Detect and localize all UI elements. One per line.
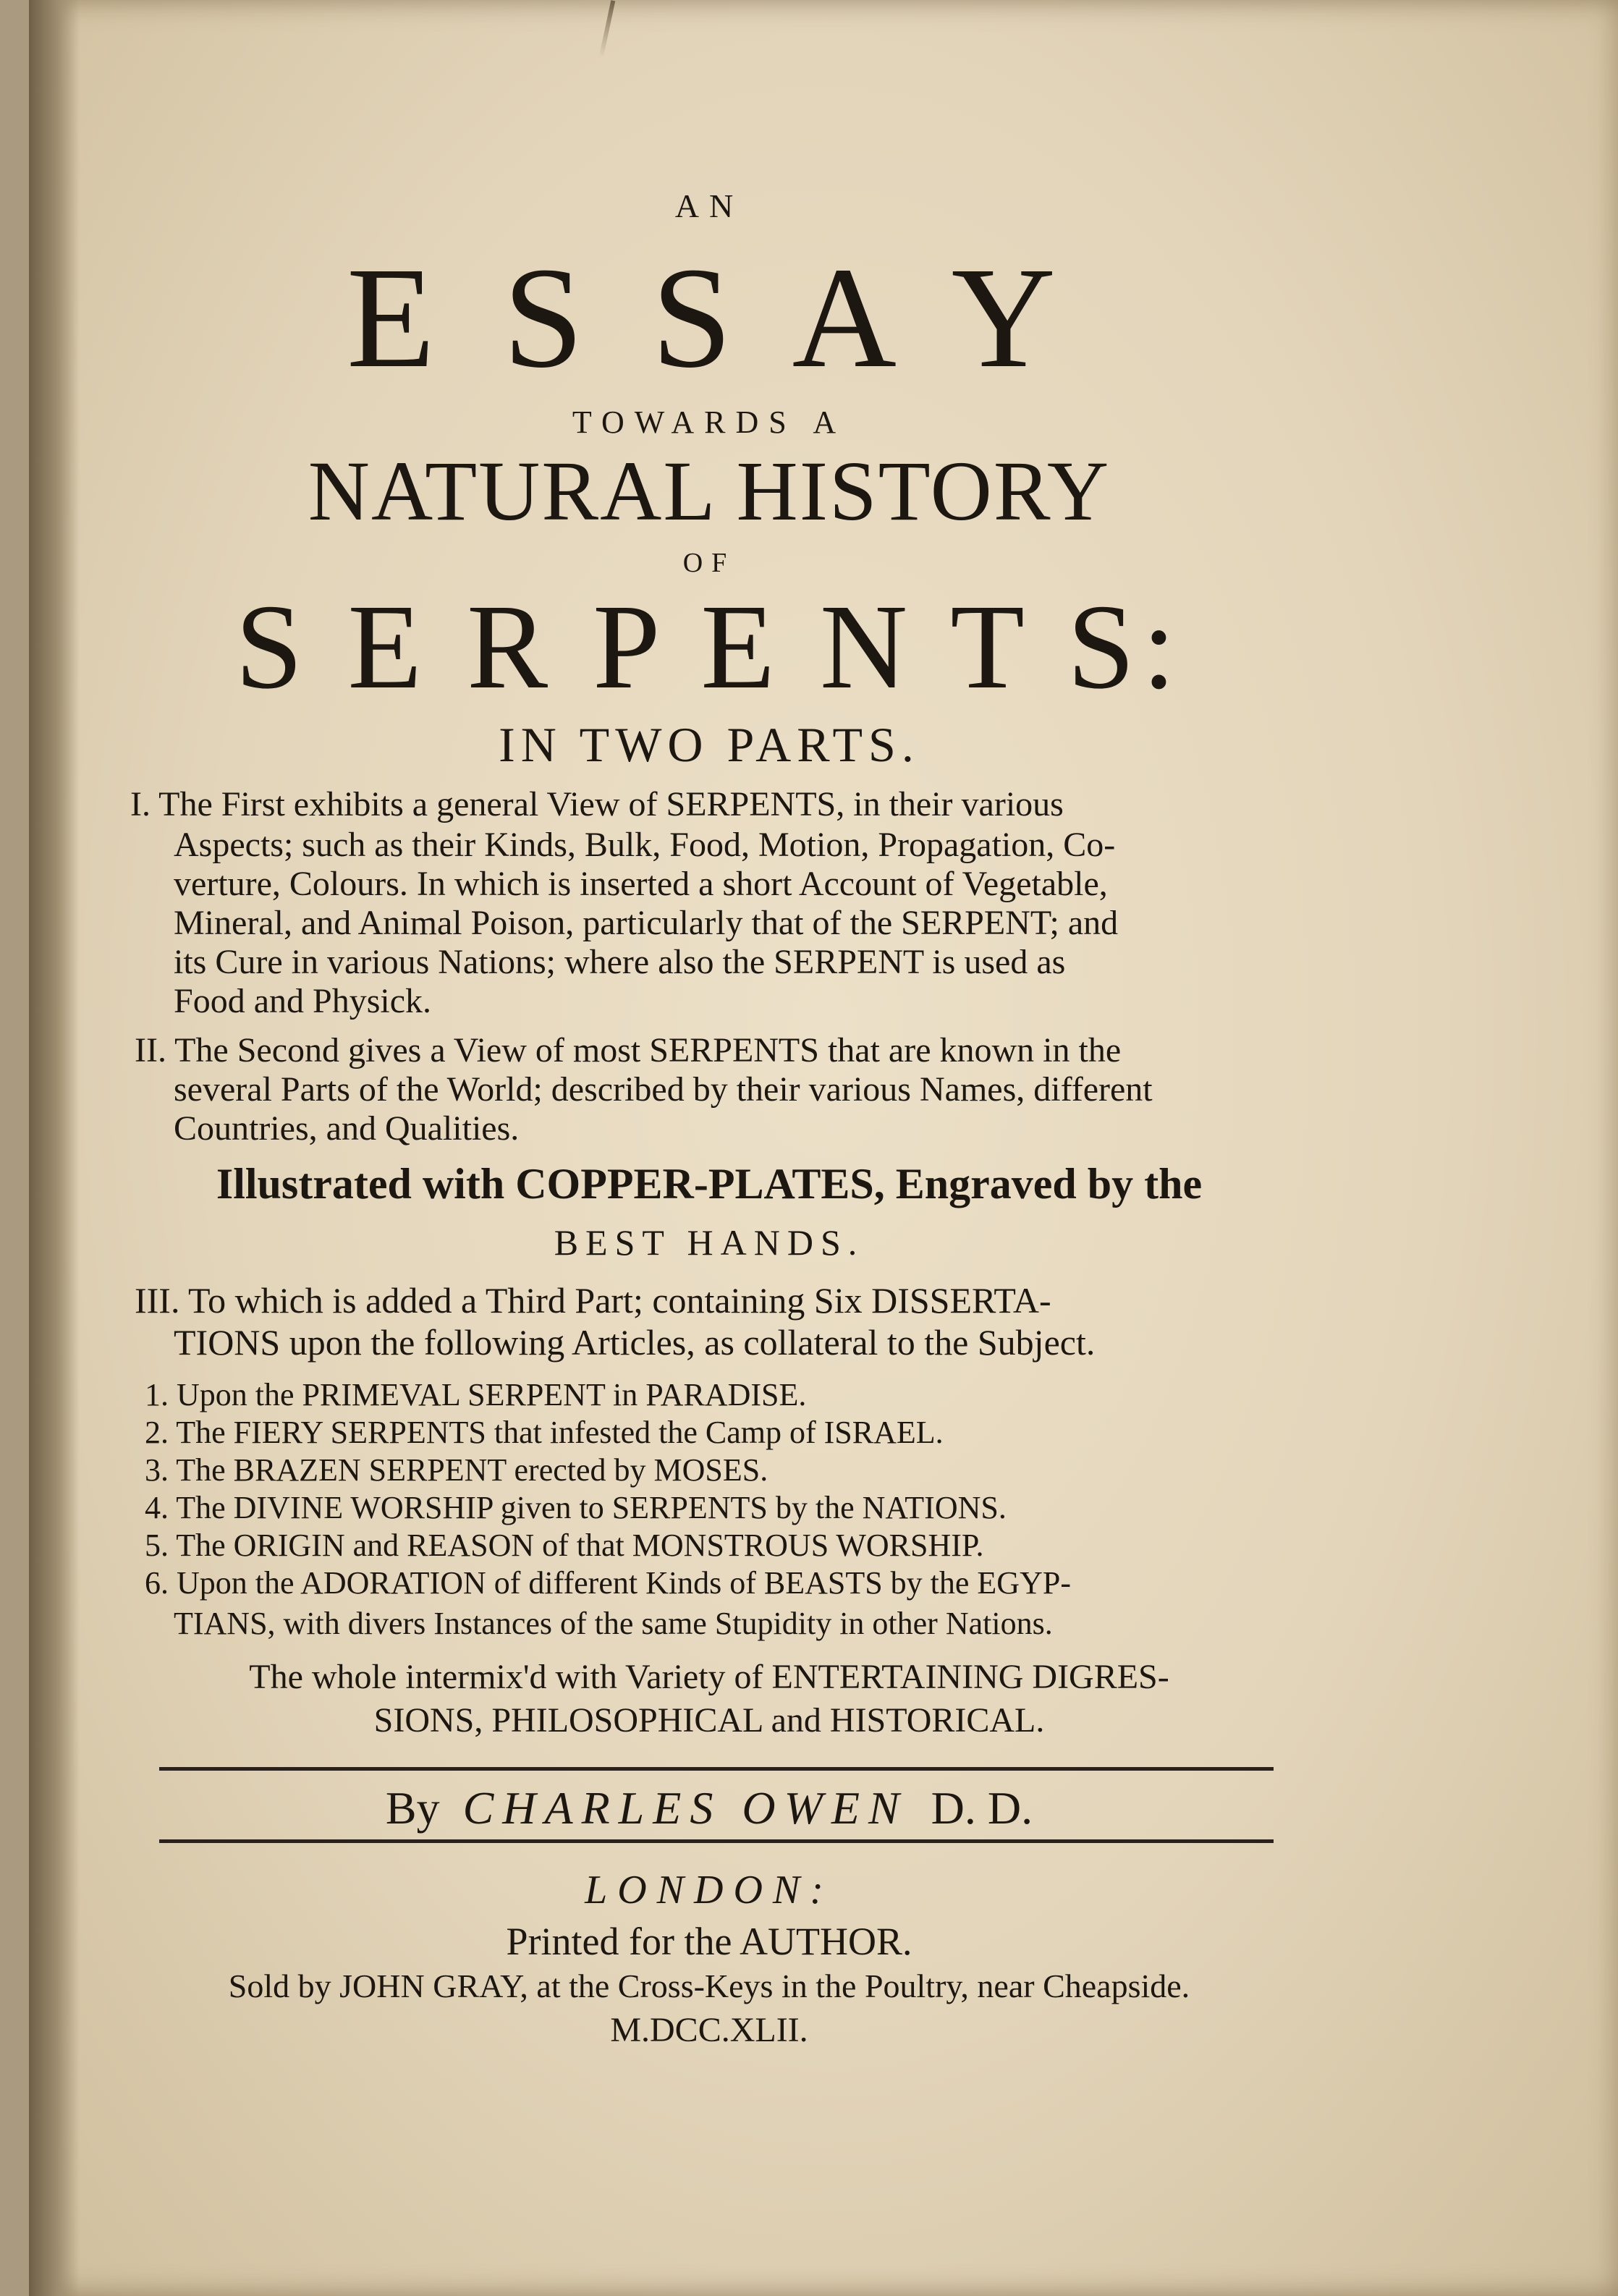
paper-crease: [599, 0, 616, 57]
part-one-line: its Cure in various Nations; where also the SERPENT is used as: [174, 943, 1066, 981]
whole-line: The whole intermix'd with Variety of ENTERTAINING DIGRES-: [249, 1658, 1169, 1696]
part-two-line: Countries, and Qualities.: [174, 1109, 520, 1148]
author-by: By: [385, 1782, 440, 1834]
imprint-city: LONDON:: [585, 1868, 834, 1912]
part-three-line: TIONS upon the following Articles, as collateral to the Subject.: [174, 1322, 1096, 1363]
dissertation-item: 6. Upon the ADORATION of different Kinds of BEASTS by the EGYP-: [145, 1565, 1071, 1601]
part-one-line: Aspects; such as their Kinds, Bulk, Food, Motion, Propagation, Co-: [174, 826, 1116, 864]
illustrated-line: Illustrated with COPPER-PLATES, Engraved by the: [216, 1160, 1203, 1208]
title-an: AN: [674, 187, 744, 224]
title-two-parts: IN TWO PARTS.: [499, 717, 920, 772]
whole-line: SIONS, PHILOSOPHICAL and HISTORICAL.: [373, 1701, 1045, 1740]
imprint-printed: Printed for the AUTHOR.: [506, 1920, 912, 1963]
part-three-line: III. To which is added a Third Part; containing Six DISSERTA-: [135, 1280, 1051, 1321]
dissertation-item: 1. Upon the PRIMEVAL SERPENT in PARADISE.: [145, 1377, 807, 1412]
author-name: CHARLES OWEN: [462, 1782, 908, 1834]
part-one-line: Mineral, and Animal Poison, particularly that of the SERPENT; and: [174, 904, 1119, 942]
part-two-line: several Parts of the World; described by their various Names, different: [174, 1070, 1153, 1109]
imprint-year: M.DCC.XLII.: [610, 2011, 808, 2049]
binding-shadow: [29, 0, 80, 2296]
dissertation-item: 4. The DIVINE WORSHIP given to SERPENTS by the NATIONS.: [145, 1490, 1007, 1525]
title-serpents: S E R P E N T S:: [235, 580, 1183, 714]
title-essay: E S S A Y: [346, 238, 1072, 398]
author-line: [130, 1782, 1288, 1835]
imprint-sold: Sold by JOHN GRAY, at the Cross-Keys in the Poultry, near Cheapside.: [228, 1967, 1190, 2004]
title-towards: TOWARDS A: [572, 404, 847, 440]
dissertation-item: 2. The FIERY SERPENTS that infested the Camp of ISRAEL.: [145, 1415, 944, 1450]
title-natural-history: NATURAL HISTORY: [308, 444, 1111, 538]
part-one-line: I. The First exhibits a general View of SERPENTS, in their various: [130, 785, 1064, 823]
rule-top: [159, 1767, 1274, 1771]
dissertation-item: 5. The ORIGIN and REASON of that MONSTROUS WORSHIP.: [145, 1528, 984, 1563]
part-one-line: Food and Physick.: [174, 982, 432, 1020]
part-one-line: verture, Colours. In which is inserted a short Account of Vegetable,: [174, 865, 1108, 903]
author-degree: D. D.: [931, 1782, 1033, 1834]
dissertation-item: 3. The BRAZEN SERPENT erected by MOSES.: [145, 1452, 768, 1488]
illustrated-line: BEST HANDS.: [554, 1222, 865, 1263]
title-of: OF: [682, 548, 736, 578]
dissertation-item: TIANS, with divers Instances of the same Stupidity in other Nations.: [174, 1606, 1053, 1641]
rule-bottom: [159, 1839, 1274, 1843]
part-two-line: II. The Second gives a View of most SERPENTS that are known in the: [135, 1031, 1122, 1069]
title-page: [29, 0, 1618, 2296]
